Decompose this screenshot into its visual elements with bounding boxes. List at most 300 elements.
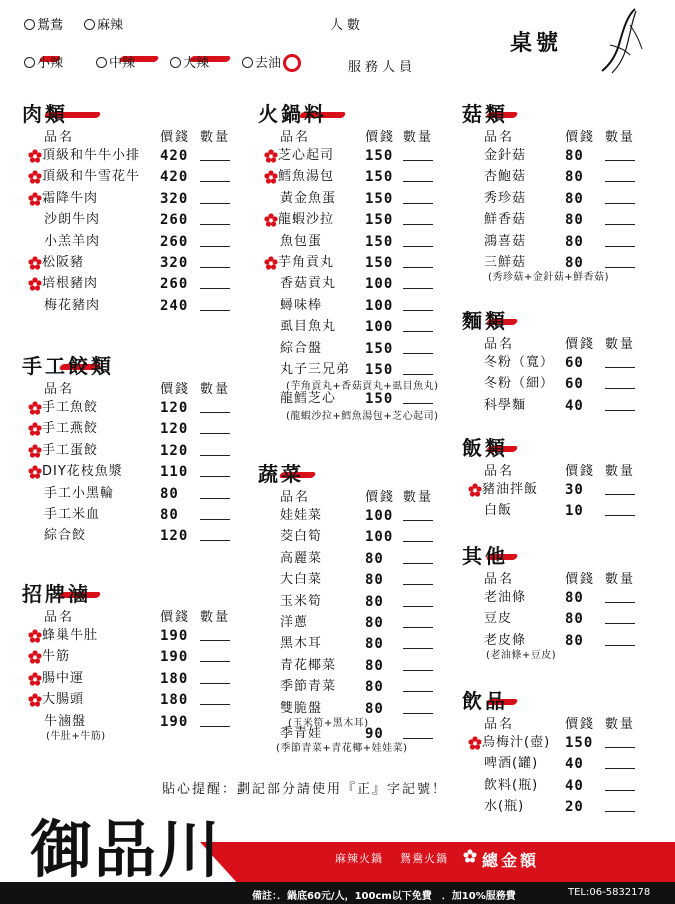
item-price: 320 xyxy=(160,190,189,207)
menu-item[interactable] xyxy=(22,690,232,710)
option-medium[interactable]: 中辣 xyxy=(96,52,135,71)
item-price: 100 xyxy=(365,529,394,546)
item-price: 40 xyxy=(565,397,584,414)
header-qty: 數量 xyxy=(605,572,636,587)
item-name: 頂級和牛牛小排 xyxy=(42,148,141,163)
quantity-field[interactable] xyxy=(200,519,230,520)
item-price: 120 xyxy=(160,421,189,438)
item-name: 洋蔥 xyxy=(280,615,309,630)
menu-item[interactable] xyxy=(258,253,435,273)
flower-icon xyxy=(463,849,477,863)
flower-icon xyxy=(28,650,42,664)
item-name: 季青娃 xyxy=(280,726,323,741)
quantity-field[interactable] xyxy=(200,455,230,456)
quantity-field[interactable] xyxy=(403,374,433,375)
flower-icon xyxy=(264,213,278,227)
staff-label: 服務人員 xyxy=(348,60,417,75)
quantity-field[interactable] xyxy=(403,310,433,311)
header-qty: 數量 xyxy=(200,610,231,625)
menu-item[interactable] xyxy=(258,677,435,697)
menu-item[interactable] xyxy=(258,656,435,676)
menu-item[interactable] xyxy=(22,441,232,461)
item-name: 杏鮑菇 xyxy=(484,169,527,185)
quantity-field[interactable] xyxy=(403,160,433,161)
menu-item[interactable] xyxy=(462,776,637,796)
quantity-field[interactable] xyxy=(403,203,433,204)
header-price: 價錢 xyxy=(565,717,596,732)
quantity-field[interactable] xyxy=(403,691,433,692)
item-price: 10 xyxy=(565,503,584,520)
flower-icon xyxy=(468,736,482,750)
quantity-field[interactable] xyxy=(605,160,635,161)
quantity-field[interactable] xyxy=(403,403,433,404)
item-name: 飲料(瓶) xyxy=(484,777,539,793)
phone-number: TEL:06-5832178 xyxy=(568,887,651,898)
flower-icon xyxy=(28,256,42,270)
section-title-dumplings: 手工餃類 xyxy=(22,354,114,378)
item-price: 150 xyxy=(365,190,394,207)
quantity-field[interactable] xyxy=(200,160,230,161)
item-price: 320 xyxy=(160,255,189,271)
quantity-field[interactable] xyxy=(605,367,635,368)
quantity-field[interactable] xyxy=(605,267,635,268)
flower-icon xyxy=(468,483,482,497)
item-price: 80 xyxy=(160,485,179,502)
header-qty: 數量 xyxy=(605,717,636,732)
header-price: 價錢 xyxy=(565,130,596,145)
item-name: DIY花枝魚漿 xyxy=(42,464,123,480)
quantity-field[interactable] xyxy=(200,661,230,662)
quantity-field[interactable] xyxy=(605,410,635,411)
item-price: 80 xyxy=(365,572,384,589)
item-note: (老油條+豆皮) xyxy=(486,650,557,662)
item-price: 100 xyxy=(365,319,394,336)
flower-icon xyxy=(28,277,42,291)
item-note: (牛肚+牛筋) xyxy=(46,731,106,742)
quantity-field[interactable] xyxy=(605,246,635,247)
header-name: 品名 xyxy=(484,464,515,479)
item-name: 青花椰菜 xyxy=(280,657,337,673)
menu-item[interactable] xyxy=(22,419,232,439)
quantity-field[interactable] xyxy=(200,267,230,268)
quantity-field[interactable] xyxy=(200,540,230,541)
item-price: 180 xyxy=(160,670,189,687)
item-price: 150 xyxy=(365,255,394,271)
quantity-field[interactable] xyxy=(605,645,635,646)
flower-icon xyxy=(28,444,42,458)
radio-circle-icon xyxy=(24,19,35,30)
menu-item[interactable] xyxy=(462,396,637,416)
tagline-mala: 麻辣火鍋 xyxy=(335,852,383,865)
item-name: 香菇貢丸 xyxy=(280,276,337,292)
quantity-field[interactable] xyxy=(200,224,230,225)
item-name: 冬粉（細） xyxy=(484,376,555,392)
item-price: 80 xyxy=(160,507,179,523)
quantity-field[interactable] xyxy=(403,648,433,649)
item-name: 牛筋 xyxy=(42,649,71,665)
item-price: 80 xyxy=(365,636,384,653)
item-price: 150 xyxy=(365,233,394,250)
option-mala[interactable]: 麻辣 xyxy=(84,14,123,33)
menu-item[interactable] xyxy=(462,733,637,753)
option-yuanyang[interactable]: 鴛鴦 xyxy=(24,14,63,33)
menu-item[interactable] xyxy=(258,189,435,209)
item-price: 80 xyxy=(565,590,584,606)
quantity-field[interactable] xyxy=(200,433,230,434)
quantity-field[interactable] xyxy=(403,288,433,289)
item-name: 沙朗牛肉 xyxy=(44,212,101,228)
item-name: 鱈魚湯包 xyxy=(278,169,335,185)
menu-item[interactable] xyxy=(22,398,232,418)
flower-icon xyxy=(28,465,42,479)
section-title-signature: 招牌滷 xyxy=(22,582,91,606)
item-price: 150 xyxy=(365,148,394,164)
item-price: 80 xyxy=(565,255,584,271)
header-qty: 數量 xyxy=(605,130,636,145)
quantity-field[interactable] xyxy=(403,246,433,247)
item-name: 黑木耳 xyxy=(280,636,323,652)
quantity-field[interactable] xyxy=(403,670,433,671)
radio-circle-icon xyxy=(24,57,35,68)
item-name: 老皮條 xyxy=(484,632,527,648)
section-title-veg: 蔬菜 xyxy=(258,462,304,486)
quantity-field[interactable] xyxy=(403,181,433,182)
item-price: 260 xyxy=(160,276,189,293)
item-price: 420 xyxy=(160,169,189,186)
quantity-field[interactable] xyxy=(605,388,635,389)
header-price: 價錢 xyxy=(565,464,596,479)
quantity-field[interactable] xyxy=(605,203,635,204)
menu-item[interactable] xyxy=(462,210,637,230)
header-qty: 數量 xyxy=(200,130,231,145)
quantity-field[interactable] xyxy=(605,747,635,748)
item-name: 手工米血 xyxy=(44,507,101,522)
quantity-field[interactable] xyxy=(200,498,230,499)
header-price: 價錢 xyxy=(365,490,396,505)
item-price: 80 xyxy=(565,632,584,649)
item-name: 白飯 xyxy=(484,503,513,519)
quantity-field[interactable] xyxy=(403,267,433,268)
item-name: 科學麵 xyxy=(484,397,527,413)
brand-logo: 御品川 xyxy=(30,813,223,886)
header-name: 品名 xyxy=(484,130,515,145)
item-note: (秀珍菇+金針菇+鮮香菇) xyxy=(488,272,610,284)
section-title-drinks: 飲品 xyxy=(462,689,508,713)
item-name: 烏梅汁(壺) xyxy=(482,735,551,750)
header-price: 價錢 xyxy=(565,572,596,587)
item-name: 蜂巢牛肚 xyxy=(42,628,99,643)
item-price: 240 xyxy=(160,297,189,314)
header-qty: 數量 xyxy=(403,490,434,505)
tip-text: 貼心提醒：劃記部分請使用『正』字記號！ xyxy=(162,782,448,797)
item-name: 龍蝦沙拉 xyxy=(278,212,335,228)
menu-item[interactable] xyxy=(258,592,435,612)
flower-icon xyxy=(28,401,42,415)
quantity-field[interactable] xyxy=(403,331,433,332)
menu-item[interactable] xyxy=(258,549,435,569)
quantity-field[interactable] xyxy=(403,627,433,628)
menu-item[interactable] xyxy=(258,634,435,654)
quantity-field[interactable] xyxy=(200,288,230,289)
item-price: 100 xyxy=(365,297,394,314)
header-name: 品名 xyxy=(484,572,515,587)
item-name: 梅花豬肉 xyxy=(44,297,101,313)
header-name: 品名 xyxy=(44,130,75,145)
item-price: 120 xyxy=(160,400,189,416)
item-name: 雙脆盤 xyxy=(280,700,323,716)
item-price: 80 xyxy=(565,190,584,207)
menu-item[interactable] xyxy=(462,797,637,817)
quantity-field[interactable] xyxy=(403,563,433,564)
item-name: 豆皮 xyxy=(484,611,513,627)
menu-item[interactable] xyxy=(462,754,637,774)
menu-item[interactable] xyxy=(462,232,637,252)
menu-item[interactable] xyxy=(258,339,435,359)
section-title-meat: 肉類 xyxy=(22,102,68,126)
option-hot[interactable]: 大辣 xyxy=(170,52,209,71)
quantity-field[interactable] xyxy=(200,181,230,182)
item-price: 190 xyxy=(160,713,189,730)
item-price: 190 xyxy=(160,628,189,644)
item-price: 80 xyxy=(565,233,584,250)
people-label: 人數 xyxy=(330,18,365,33)
menu-item[interactable] xyxy=(22,626,232,646)
item-name: 玉米筍 xyxy=(280,593,323,609)
item-price: 90 xyxy=(365,726,384,742)
item-name: 綜合盤 xyxy=(280,340,323,356)
menu-item[interactable] xyxy=(258,146,435,166)
item-name: 手工蛋餃 xyxy=(42,442,99,458)
item-price: 150 xyxy=(365,212,394,229)
item-name: 冬粉（寬） xyxy=(484,355,555,370)
menu-item[interactable] xyxy=(258,296,435,316)
menu-item[interactable] xyxy=(258,210,435,230)
header-name: 品名 xyxy=(484,337,515,352)
menu-item[interactable] xyxy=(258,527,435,547)
item-name: 小羔羊肉 xyxy=(44,233,101,249)
menu-item[interactable] xyxy=(462,609,637,629)
menu-item[interactable] xyxy=(22,526,232,546)
item-price: 110 xyxy=(160,464,189,481)
flower-icon xyxy=(28,170,42,184)
flower-icon xyxy=(264,149,278,163)
item-name: 啤酒(罐) xyxy=(484,756,539,772)
menu-item[interactable] xyxy=(22,296,232,316)
header-name: 品名 xyxy=(44,610,75,625)
menu-item[interactable] xyxy=(258,167,435,187)
item-price: 80 xyxy=(565,611,584,628)
menu-item[interactable] xyxy=(462,146,637,166)
flower-icon xyxy=(28,629,42,643)
item-price: 420 xyxy=(160,148,189,164)
flower-icon xyxy=(28,149,42,163)
item-name: 大腸頭 xyxy=(42,692,85,708)
quantity-field[interactable] xyxy=(200,640,230,641)
item-name: 娃娃菜 xyxy=(280,508,323,523)
quantity-field[interactable] xyxy=(200,683,230,684)
item-name: 鮮香菇 xyxy=(484,212,527,228)
tagline-yuanyang: 鴛鴦火鍋 xyxy=(400,852,448,865)
item-price: 150 xyxy=(565,735,594,751)
quantity-field[interactable] xyxy=(403,520,433,521)
menu-item[interactable] xyxy=(462,167,637,187)
swoosh-circle-decoration xyxy=(283,54,301,72)
quantity-field[interactable] xyxy=(200,726,230,727)
item-name: 三鮮菇 xyxy=(484,255,527,270)
quantity-field[interactable] xyxy=(200,246,230,247)
item-name: 手工魚餃 xyxy=(42,400,99,415)
quantity-field[interactable] xyxy=(403,713,433,714)
menu-item[interactable] xyxy=(22,462,232,482)
item-price: 40 xyxy=(565,756,584,773)
flower-icon xyxy=(28,672,42,686)
quantity-field[interactable] xyxy=(403,353,433,354)
item-price: 100 xyxy=(365,276,394,293)
item-price: 80 xyxy=(365,700,384,717)
item-price: 260 xyxy=(160,212,189,229)
quantity-field[interactable] xyxy=(605,623,635,624)
item-name: 綜合餃 xyxy=(44,528,87,544)
header-price: 價錢 xyxy=(365,130,396,145)
item-price: 80 xyxy=(365,615,384,631)
menu-item[interactable] xyxy=(462,501,637,521)
option-mild[interactable]: 小辣 xyxy=(24,52,63,71)
total-amount-label: 總金額 xyxy=(482,851,540,870)
item-price: 80 xyxy=(365,679,384,696)
flower-icon xyxy=(264,256,278,270)
quantity-field[interactable] xyxy=(200,476,230,477)
menu-item[interactable] xyxy=(22,167,232,187)
item-name: 手工小黑輪 xyxy=(44,485,115,501)
item-price: 120 xyxy=(160,442,189,459)
menu-item[interactable] xyxy=(258,613,435,633)
quantity-field[interactable] xyxy=(403,541,433,542)
menu-item[interactable] xyxy=(22,210,232,230)
menu-item[interactable] xyxy=(258,274,435,294)
header-name: 品名 xyxy=(44,382,75,397)
radio-circle-icon xyxy=(96,57,107,68)
quantity-field[interactable] xyxy=(403,224,433,225)
menu-item[interactable] xyxy=(462,374,637,394)
item-name: 秀珍菇 xyxy=(484,190,527,206)
item-price: 40 xyxy=(565,777,584,794)
menu-item[interactable] xyxy=(258,317,435,337)
item-price: 150 xyxy=(365,391,394,408)
menu-item[interactable] xyxy=(462,353,637,373)
item-price: 30 xyxy=(565,482,584,498)
menu-item[interactable] xyxy=(22,505,232,525)
item-price: 150 xyxy=(365,169,394,186)
item-name: 黃金魚蛋 xyxy=(280,190,337,206)
item-name: 培根豬肉 xyxy=(42,276,99,292)
quantity-field[interactable] xyxy=(605,811,635,812)
quantity-field[interactable] xyxy=(200,203,230,204)
item-price: 180 xyxy=(160,692,189,709)
item-price: 100 xyxy=(365,508,394,524)
item-price: 260 xyxy=(160,233,189,250)
item-price: 80 xyxy=(565,212,584,229)
item-name: 霜降牛肉 xyxy=(42,190,99,206)
quantity-field[interactable] xyxy=(605,768,635,769)
header-price: 價錢 xyxy=(565,337,596,352)
quantity-field[interactable] xyxy=(605,181,635,182)
header-name: 品名 xyxy=(280,130,311,145)
item-price: 20 xyxy=(565,799,584,816)
menu-item[interactable] xyxy=(462,189,637,209)
item-note: (龍蝦沙拉+鱈魚湯包+芝心起司) xyxy=(286,410,439,422)
menu-item[interactable] xyxy=(22,253,232,273)
section-title-mushroom: 菇類 xyxy=(462,102,508,126)
item-name: 蟳味棒 xyxy=(280,297,323,313)
item-name: 虱目魚丸 xyxy=(280,319,337,335)
quantity-field[interactable] xyxy=(200,704,230,705)
section-title-rice: 飯類 xyxy=(462,436,508,460)
item-price: 150 xyxy=(365,340,394,357)
menu-item[interactable] xyxy=(462,588,637,608)
item-name: 芝心起司 xyxy=(278,148,335,163)
quantity-field[interactable] xyxy=(403,606,433,607)
menu-item[interactable] xyxy=(22,189,232,209)
menu-item[interactable] xyxy=(22,669,232,689)
item-name: 龍鱈芝心 xyxy=(280,391,337,407)
header-qty: 數量 xyxy=(605,337,636,352)
item-name: 高麗菜 xyxy=(280,550,323,566)
quantity-field[interactable] xyxy=(605,790,635,791)
item-price: 80 xyxy=(565,169,584,186)
radio-circle-icon xyxy=(84,19,95,30)
option-less-oil[interactable]: 去油 xyxy=(242,52,281,71)
header-qty: 數量 xyxy=(403,130,434,145)
header-qty: 數量 xyxy=(605,464,636,479)
table-number-label: 桌號 xyxy=(510,31,563,56)
item-name: 金針菇 xyxy=(484,148,527,163)
menu-item[interactable] xyxy=(22,484,232,504)
item-note: (季節青菜+青花椰+娃娃菜) xyxy=(276,743,408,755)
item-name: 水(瓶) xyxy=(484,799,525,815)
item-name: 芋角貢丸 xyxy=(278,255,335,270)
header-price: 價錢 xyxy=(160,610,191,625)
menu-item[interactable] xyxy=(22,232,232,252)
header-qty: 數量 xyxy=(200,382,231,397)
header-price: 價錢 xyxy=(160,382,191,397)
menu-item[interactable] xyxy=(462,480,637,500)
quantity-field[interactable] xyxy=(605,602,635,603)
radio-circle-icon xyxy=(242,57,253,68)
header-name: 品名 xyxy=(280,490,311,505)
header-price: 價錢 xyxy=(160,130,191,145)
item-name: 手工燕餃 xyxy=(42,421,99,437)
menu-item[interactable] xyxy=(258,570,435,590)
header-name: 品名 xyxy=(484,717,515,732)
menu-item[interactable] xyxy=(258,232,435,252)
menu-item[interactable] xyxy=(22,274,232,294)
quantity-field[interactable] xyxy=(605,515,635,516)
item-price: 80 xyxy=(365,593,384,610)
section-title-other: 其他 xyxy=(462,544,508,568)
quantity-field[interactable] xyxy=(605,224,635,225)
menu-item[interactable] xyxy=(22,146,232,166)
quantity-field[interactable] xyxy=(200,310,230,311)
menu-item[interactable] xyxy=(258,506,435,526)
quantity-field[interactable] xyxy=(403,584,433,585)
item-note: (玉米筍+黑木耳) xyxy=(288,718,369,729)
quantity-field[interactable] xyxy=(605,494,635,495)
item-name: 豬油拌飯 xyxy=(482,482,539,497)
menu-item[interactable] xyxy=(22,647,232,667)
quantity-field[interactable] xyxy=(200,412,230,413)
item-name: 魚包蛋 xyxy=(280,233,323,249)
section-title-noodles: 麵類 xyxy=(462,309,508,333)
